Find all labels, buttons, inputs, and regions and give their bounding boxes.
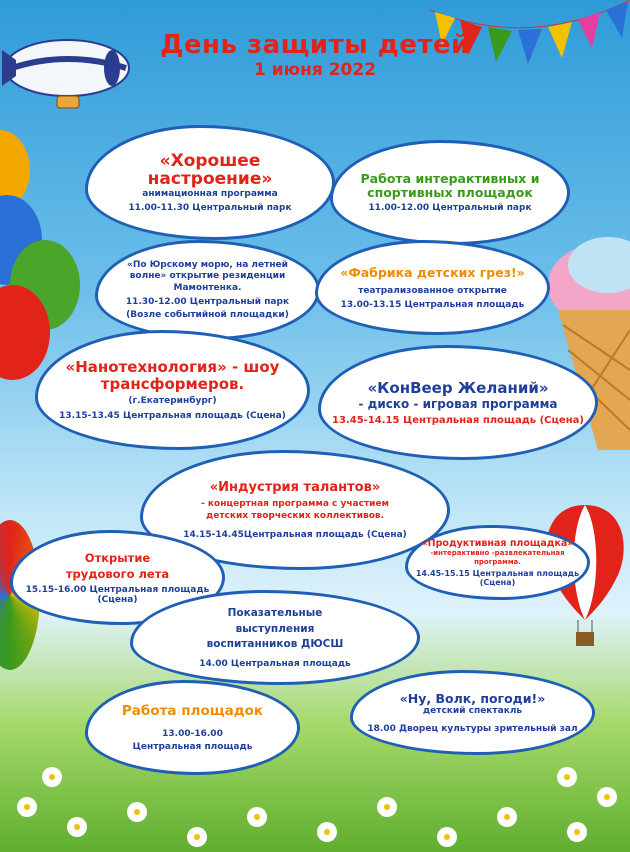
event-cloud-konveer-zhelaniy bbox=[318, 345, 598, 460]
event-time: 13.00-16.00 bbox=[162, 729, 223, 739]
event-time: 13.00-13.15 Центральная площадь bbox=[340, 300, 525, 311]
event-cloud-rabota-ploshchadok bbox=[85, 680, 300, 775]
event-cloud-horoshee-nastroenie bbox=[85, 125, 335, 240]
event-cloud-interactive-areas bbox=[330, 140, 570, 245]
event-description: театрализованное открытие bbox=[358, 285, 507, 296]
event-time: 11.00-11.30 Центральный парк bbox=[128, 203, 292, 214]
event-cloud-nanotehnologia bbox=[35, 330, 310, 450]
event-time: 14.45-15.15 Центральная площадь (Сцена) bbox=[415, 569, 580, 588]
event-description: анимационная программа bbox=[142, 189, 278, 200]
event-time: 11.00-12.00 Центральный парк bbox=[368, 203, 532, 214]
event-title: «Индустрия талантов» bbox=[209, 480, 381, 496]
event-title: «Хорошее настроение» bbox=[147, 150, 273, 190]
event-title: Работа интерактивных и спортивных площадок bbox=[360, 170, 540, 200]
event-title: Показательные выступления воспитанников ДЮСШ bbox=[206, 606, 344, 651]
event-note: (Возле событийной площадки) bbox=[126, 309, 289, 320]
event-time: 13.15-13.45 Центральная площадь (Сцена) bbox=[59, 410, 286, 421]
event-title: «Продуктивная площадка» bbox=[421, 537, 574, 549]
event-title: «КонВеер Желаний» bbox=[367, 379, 549, 397]
event-title: «Фабрика детских грез!» bbox=[340, 264, 525, 280]
event-title: Открытие трудового лета bbox=[65, 550, 170, 581]
page-date: 1 июня 2022 bbox=[253, 60, 377, 80]
event-time: 14.15-14.45Центральная площадь (Сцена) bbox=[183, 529, 407, 540]
event-time: 14.00 Центральная площадь bbox=[199, 659, 351, 670]
event-place: Центральная площадь bbox=[132, 742, 253, 752]
event-time: 15.15-16.00 Центральная площадь (Сцена) bbox=[25, 585, 210, 606]
event-cloud-dyussh bbox=[130, 590, 420, 685]
event-time: 13.45-14.15 Центральная площадь (Сцена) bbox=[332, 415, 584, 426]
event-cloud-nu-volk-pogodi bbox=[350, 670, 595, 755]
event-description: (г.Екатеринбург) bbox=[128, 396, 217, 407]
event-description: -интерактивно -развлекательная программа. bbox=[430, 548, 565, 566]
event-title: «Нанотехнология» - шоу трансформеров. bbox=[65, 358, 280, 393]
event-title: Работа площадок bbox=[121, 703, 264, 719]
page-title: День защиты детей bbox=[160, 30, 470, 60]
event-time: 18.00 Дворец культуры зрительный зал bbox=[367, 723, 578, 734]
event-cloud-fabrika-grez bbox=[315, 240, 550, 335]
event-title: «Ну, Волк, погоди!» bbox=[399, 691, 546, 707]
event-title: «По Юрскому морю, на летней волне» открытие резиденции Мамонтенка. bbox=[127, 260, 288, 293]
event-cloud-produktivnaya-ploshchadka bbox=[405, 525, 590, 600]
event-cloud-yurskoe-more bbox=[95, 240, 320, 340]
event-time: 11.30-12.00 Центральный парк bbox=[125, 296, 290, 307]
event-description: - диско - игровая программа bbox=[358, 397, 558, 411]
event-description: детский спектакль bbox=[422, 706, 523, 717]
event-description: - концертная программа с участием детских творческих коллективов. bbox=[201, 499, 389, 521]
